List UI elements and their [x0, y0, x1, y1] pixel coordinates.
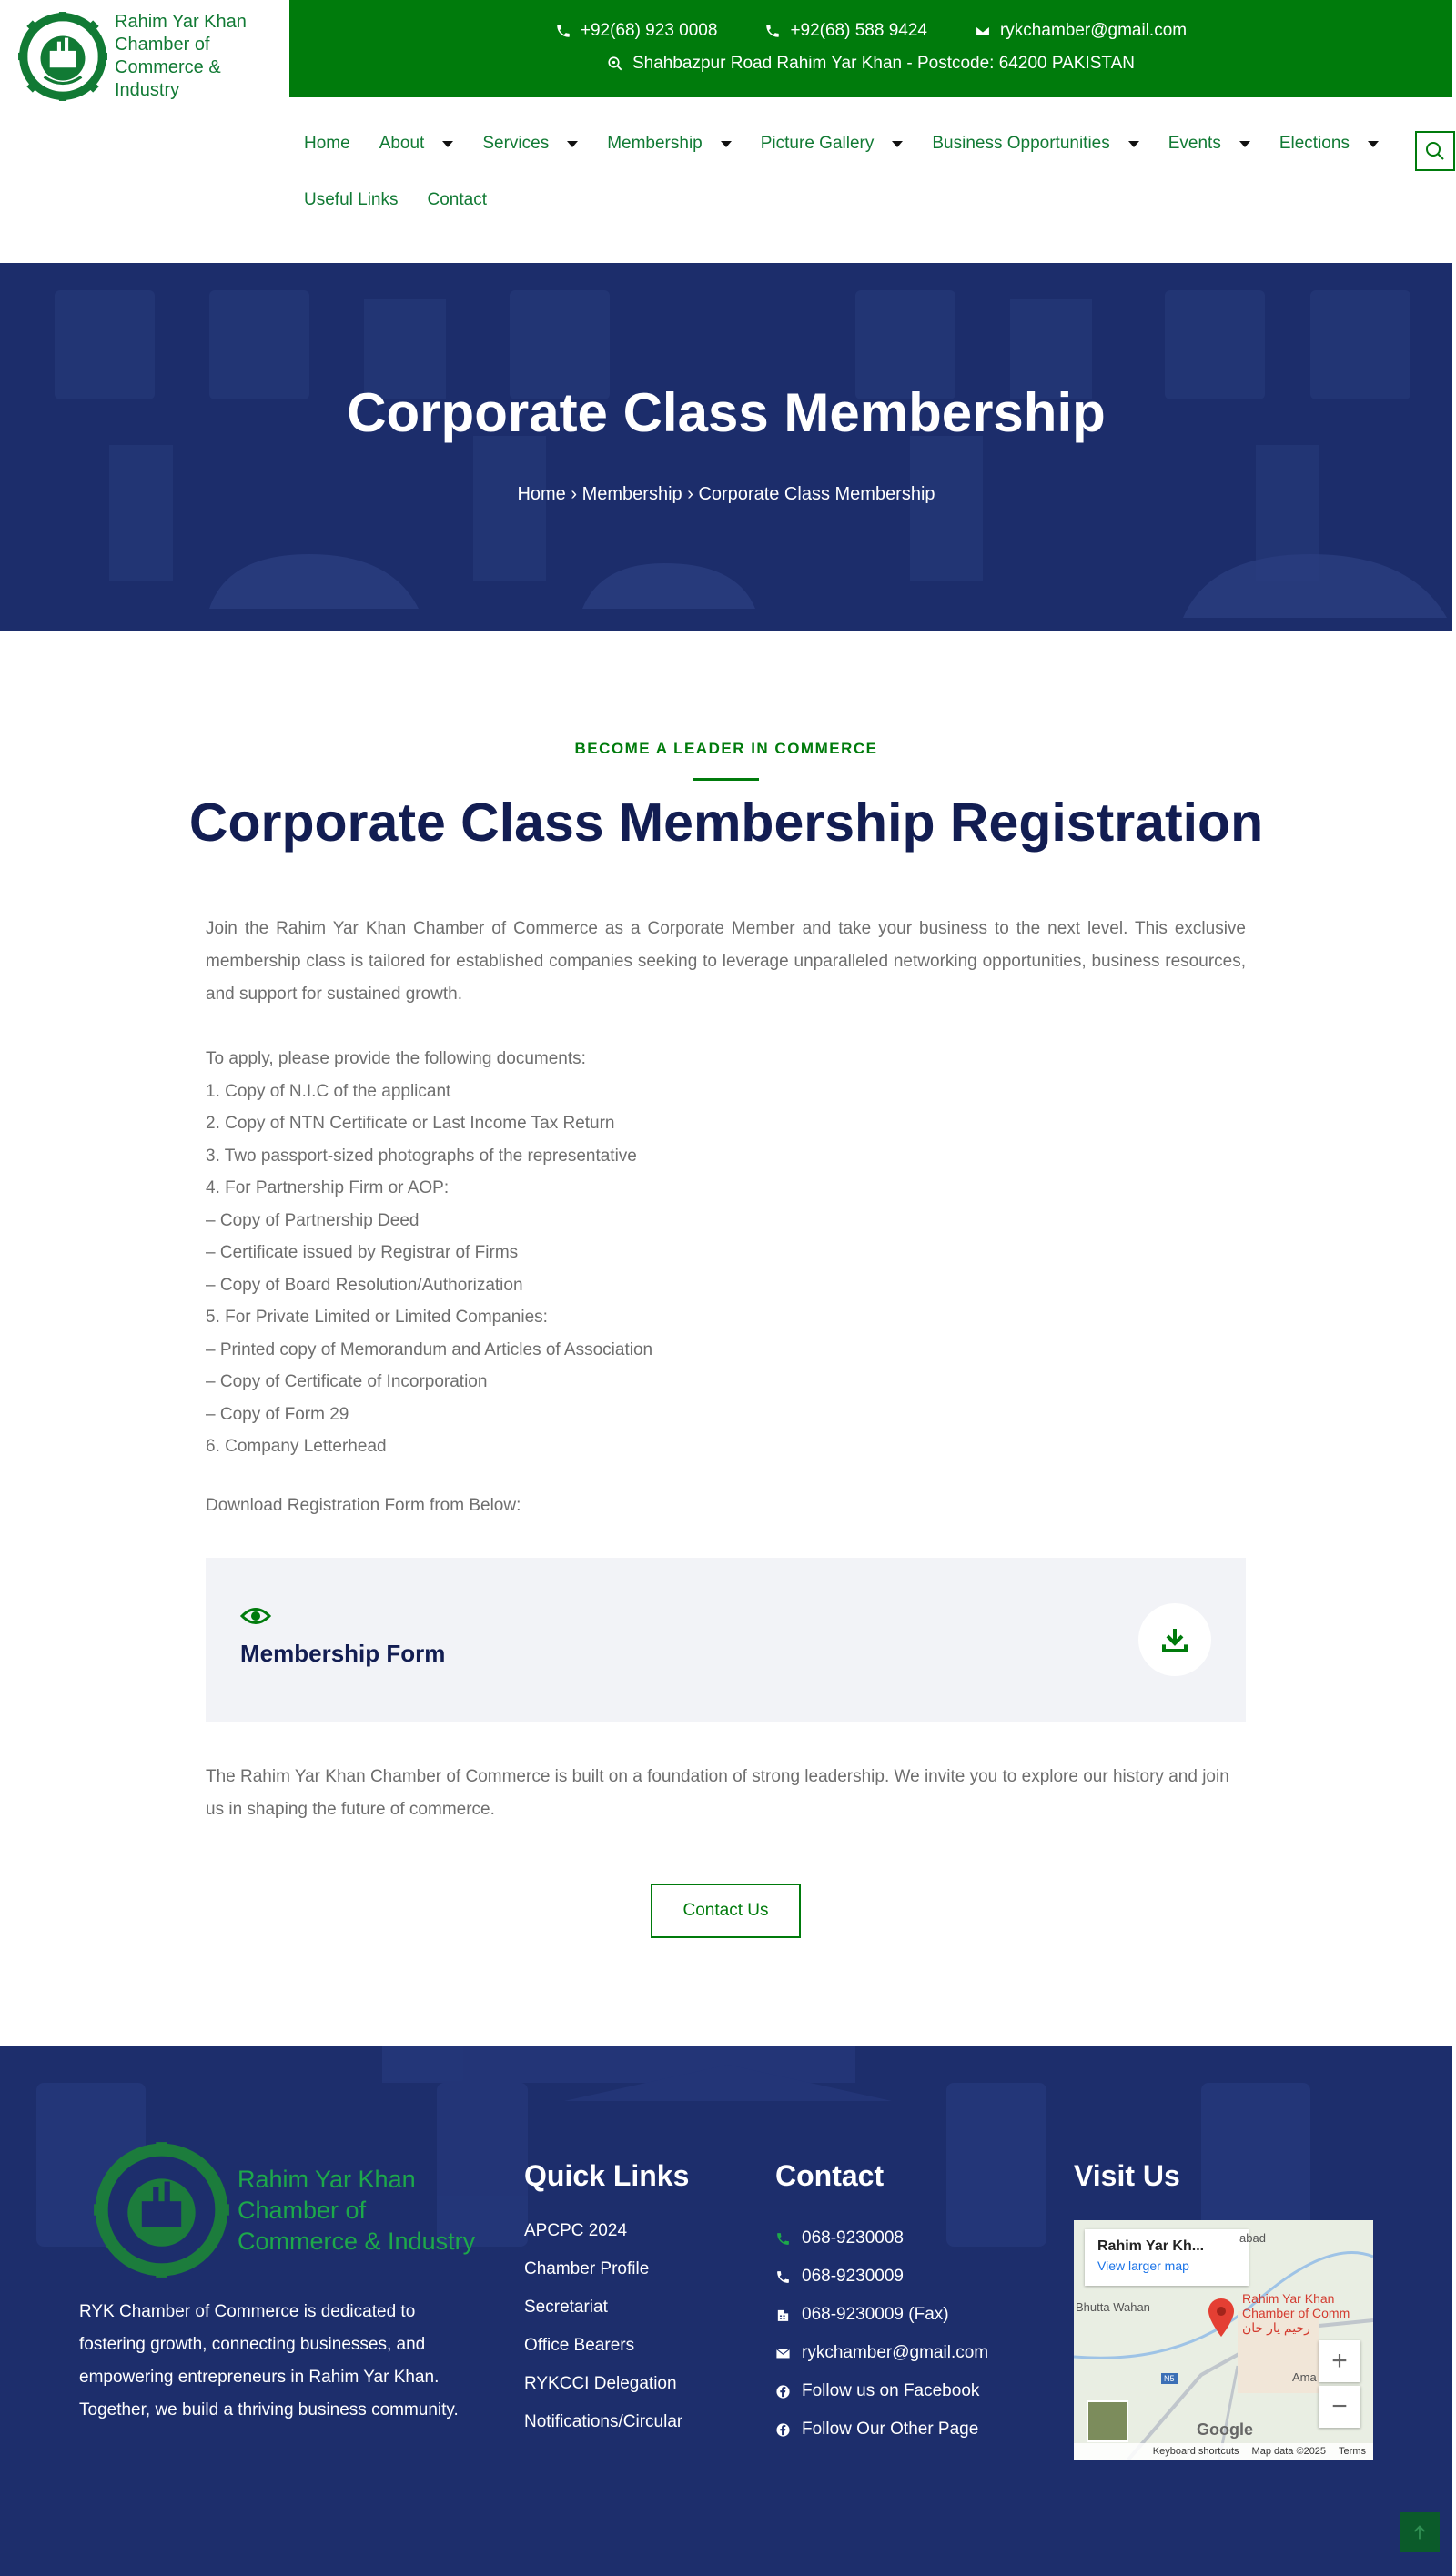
envelope-icon [975, 23, 991, 39]
nav-item-label: Events [1168, 134, 1221, 153]
nav-item-business-opportunities[interactable] [917, 134, 1153, 154]
requirement-item: 4. For Partnership Firm or AOP: [206, 1178, 450, 1197]
breadcrumb [0, 484, 1452, 505]
topbar-email[interactable] [975, 21, 1187, 41]
map-place-label [1242, 2291, 1350, 2335]
map-town-label: abad [1239, 2231, 1266, 2245]
requirement-item: 6. Company Letterhead [206, 1437, 387, 1456]
map-layer-toggle[interactable] [1087, 2400, 1128, 2442]
footer-facebook-link[interactable] [775, 2372, 988, 2410]
main-navigation [289, 127, 1390, 209]
nav-item-label: Business Opportunities [932, 134, 1110, 153]
brand-line-1: Rahim Yar Khan [115, 12, 247, 32]
fax-icon [775, 2308, 791, 2323]
footer-other-page-link[interactable] [775, 2410, 988, 2449]
section-title: Corporate Class Membership Registration [188, 793, 1264, 853]
arrow-up-icon [1410, 2522, 1430, 2542]
map-keyboard-shortcuts[interactable]: Keyboard shortcuts [1152, 2446, 1239, 2457]
quick-links-list [524, 2219, 682, 2449]
brand-line-3: Commerce & Industry [115, 57, 221, 100]
search-icon [1424, 140, 1446, 162]
nav-item-label: Picture Gallery [760, 134, 875, 153]
requirement-item: – Certificate issued by Registrar of Firms [206, 1243, 519, 1262]
caret-down-icon [1368, 141, 1379, 147]
phone-icon [555, 23, 571, 39]
map-place-title: Rahim Yar Kh... [1097, 2238, 1205, 2254]
nav-item-label: Membership [607, 134, 703, 153]
embedded-map[interactable] [1074, 2220, 1373, 2460]
quick-links-heading: Quick Links [524, 2159, 690, 2192]
requirement-item: 5. For Private Limited or Limited Companies: [206, 1308, 548, 1327]
breadcrumb-separator: › [571, 484, 578, 504]
footer-contact-text: 068-9230009 (Fax) [802, 2305, 949, 2324]
nav-item-label: Elections [1279, 134, 1350, 153]
brand-line-3: Commerce & Industry [238, 2227, 476, 2255]
footer-link-secretariat[interactable]: Secretariat [524, 2298, 608, 2317]
map-zoom-in-button[interactable]: + [1319, 2340, 1360, 2382]
footer-logo[interactable] [91, 2139, 475, 2280]
brand-line-1: Rahim Yar Khan [238, 2165, 416, 2193]
footer-link-chamber-profile[interactable]: Chamber Profile [524, 2259, 650, 2278]
caret-down-icon [721, 141, 732, 147]
footer-about-text: RYK Chamber of Commerce is dedicated to fostering growth, connecting businesses, and empowering entrepreneurs in Rahim Yar Khan. Together, we build a thriving business community. [79, 2302, 459, 2419]
footer-phone-2[interactable] [775, 2258, 988, 2296]
form-title: Membership Form [240, 1640, 446, 1667]
map-data-credit: Map data ©2025 [1251, 2446, 1327, 2457]
topbar-phone-2-text: +92(68) 588 9424 [790, 21, 927, 40]
requirement-item: 3. Two passport-sized photographs of the representative [206, 1146, 637, 1166]
nav-item-label: Services [482, 134, 550, 153]
footer-contact-text: Follow us on Facebook [802, 2381, 980, 2400]
brand-line-2: Chamber of [238, 2196, 367, 2224]
map-road-badge: N5 [1161, 2373, 1178, 2384]
requirement-item: – Printed copy of Memorandum and Articles of Association [206, 1339, 653, 1359]
download-lead-text: Download Registration Form from Below: [206, 1496, 521, 1515]
site-logo[interactable] [0, 0, 289, 113]
site-footer [0, 2046, 1452, 2576]
chamber-seal-logo [91, 2139, 232, 2280]
eye-icon[interactable] [240, 1606, 271, 1626]
requirement-item: 1. Copy of N.I.C of the applicant [206, 1081, 451, 1101]
footer-contact-text: 068-9230008 [802, 2228, 904, 2248]
footer-email[interactable] [775, 2334, 988, 2372]
map-town-label: Ama [1292, 2370, 1317, 2384]
map-place-card [1085, 2229, 1249, 2286]
footer-link-notifications[interactable]: Notifications/Circular [524, 2412, 683, 2431]
visit-us-heading: Visit Us [1074, 2159, 1180, 2192]
chamber-seal-logo [16, 10, 109, 103]
map-pin-icon [1208, 2298, 1235, 2337]
caret-down-icon [567, 141, 578, 147]
topbar-phone-1-text: +92(68) 923 0008 [580, 21, 718, 40]
footer-contact-text: Follow Our Other Page [802, 2419, 979, 2439]
phone-icon [775, 2231, 791, 2247]
footer-contact-text: 068-9230009 [802, 2267, 904, 2286]
page-title: Corporate Class Membership [347, 382, 1106, 443]
google-logo: Google [1197, 2420, 1253, 2439]
intro-paragraph: Join the Rahim Yar Khan Chamber of Commerce as a Corporate Member and take your business to the next level. This exclusive membership class is tailored for established companies seeking to leverage unparalleled networking opportunities, business resources, and support for sustained growth. [206, 919, 1246, 1004]
outro-paragraph: The Rahim Yar Khan Chamber of Commerce is built on a foundation of strong leadership. We invite you to explore our history and join us in shaping the future of commerce. [206, 1767, 1229, 1819]
phone-icon [775, 2269, 791, 2285]
map-place-label-urdu: رحیم یار خان [1242, 2320, 1310, 2335]
nav-item-useful-links[interactable] [289, 190, 413, 210]
map-place-label-line-2: Chamber of Comm [1242, 2306, 1350, 2320]
top-contact-bar [289, 0, 1452, 97]
caret-down-icon [1239, 141, 1250, 147]
search-button[interactable] [1415, 131, 1455, 171]
topbar-phone-2[interactable] [764, 21, 927, 41]
map-zoom-out-button[interactable]: − [1319, 2386, 1360, 2428]
nav-item-contact[interactable] [413, 190, 501, 210]
brand-line-2: Chamber of [115, 35, 210, 55]
requirement-item: – Copy of Certificate of Incorporation [206, 1372, 488, 1391]
site-logo-text [115, 11, 289, 102]
membership-form-card [206, 1558, 1246, 1722]
nav-item-events[interactable] [1154, 134, 1265, 154]
footer-contact-text: rykchamber@gmail.com [802, 2343, 989, 2362]
requirements-list [206, 1043, 1246, 1463]
footer-logo-text [238, 2164, 475, 2257]
map-town-label: Bhutta Wahan [1076, 2300, 1150, 2314]
page-hero [0, 263, 1452, 631]
envelope-icon [775, 2346, 791, 2361]
breadcrumb-membership[interactable]: Membership [581, 484, 682, 504]
breadcrumb-home[interactable]: Home [517, 484, 566, 504]
requirement-item: – Copy of Board Resolution/Authorization [206, 1275, 523, 1295]
breadcrumb-separator: › [687, 484, 693, 504]
footer-fax[interactable] [775, 2296, 988, 2334]
footer-link-apcpc[interactable]: APCPC 2024 [524, 2221, 628, 2240]
section-eyebrow: BECOME A LEADER IN COMMERCE [574, 740, 878, 757]
topbar-address-text: Shahbazpur Road Rahim Yar Khan - Postcode: 64200 PAKISTAN [632, 54, 1136, 73]
topbar-email-text: rykchamber@gmail.com [999, 21, 1188, 40]
map-terms-link[interactable]: Terms [1339, 2446, 1366, 2457]
nav-item-picture-gallery[interactable] [746, 134, 918, 154]
hero-building-background [0, 263, 1452, 631]
nav-item-about[interactable] [365, 134, 469, 154]
nav-item-membership[interactable] [592, 134, 746, 154]
facebook-icon [775, 2422, 791, 2438]
requirement-item: 2. Copy of NTN Certificate or Last Income Tax Return [206, 1114, 615, 1133]
breadcrumb-current: Corporate Class Membership [698, 484, 935, 504]
nav-item-services[interactable] [468, 134, 592, 154]
nav-item-label: Contact [427, 190, 487, 209]
contact-heading: Contact [775, 2159, 885, 2192]
footer-link-delegation[interactable]: RYKCCI Delegation [524, 2374, 677, 2393]
topbar-address [607, 54, 1135, 74]
topbar-phone-1[interactable] [555, 21, 718, 41]
eyebrow-divider [693, 778, 759, 781]
contact-us-button[interactable]: Contact Us [651, 1884, 801, 1938]
requirement-item: – Copy of Form 29 [206, 1404, 349, 1424]
nav-item-label: Home [304, 134, 350, 153]
requirements-heading: To apply, please provide the following documents: [206, 1049, 586, 1068]
caret-down-icon [892, 141, 903, 147]
download-icon [1160, 1625, 1189, 1654]
view-larger-map-link[interactable]: View larger map [1097, 2258, 1189, 2273]
location-search-icon [607, 56, 623, 72]
requirement-item: – Copy of Partnership Deed [206, 1210, 420, 1230]
back-to-top-button[interactable] [1400, 2512, 1440, 2552]
facebook-icon [775, 2384, 791, 2399]
caret-down-icon [1128, 141, 1139, 147]
download-form-button[interactable] [1138, 1603, 1211, 1676]
nav-item-label: About [379, 134, 425, 153]
nav-item-home[interactable] [289, 134, 365, 154]
nav-item-label: Useful Links [304, 190, 399, 209]
map-attribution [1074, 2443, 1373, 2460]
footer-phone-1[interactable] [775, 2219, 988, 2258]
footer-link-office-bearers[interactable]: Office Bearers [524, 2336, 635, 2355]
caret-down-icon [442, 141, 453, 147]
nav-item-elections[interactable] [1265, 134, 1393, 154]
phone-icon [764, 23, 781, 39]
footer-contact-list [775, 2219, 988, 2449]
map-place-label-line-1: Rahim Yar Khan [1242, 2291, 1335, 2306]
